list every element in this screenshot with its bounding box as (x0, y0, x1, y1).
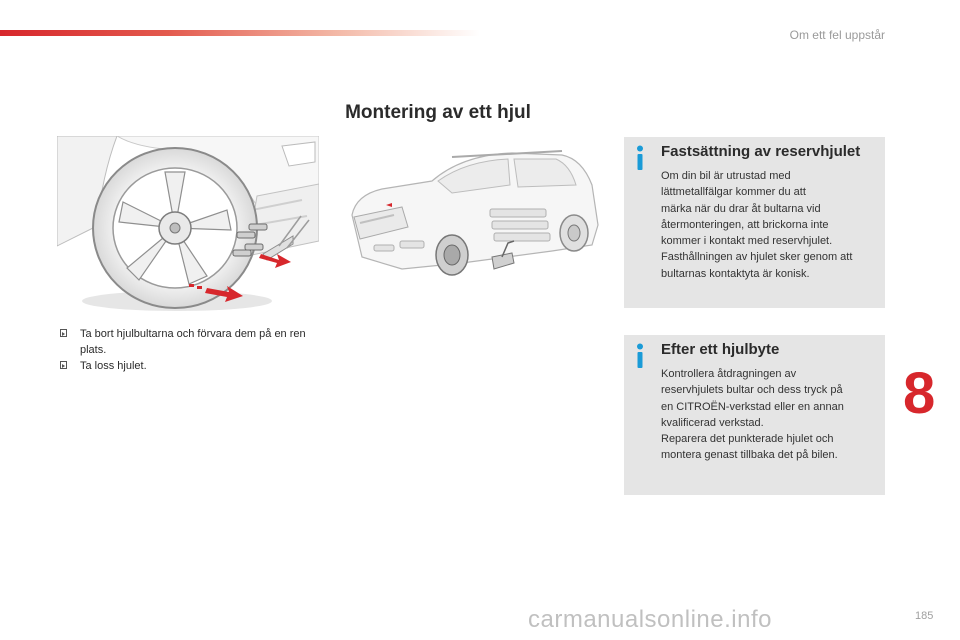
info-line: kvalificerad verkstad. (661, 416, 764, 429)
info-i-icon (634, 145, 646, 171)
header-accent-bar (0, 30, 480, 36)
info-body (661, 366, 881, 464)
watermark-text: carmanualsonline.info (528, 606, 772, 633)
car-on-jack-illustration (342, 145, 604, 295)
info-line: återmonteringen, att brickorna inte (661, 218, 829, 231)
info-body (661, 168, 881, 282)
page-title: Montering av ett hjul (345, 102, 531, 123)
info-line: Om din bil är utrustad med (661, 170, 791, 182)
info-line: montera genast tillbaka det på bilen. (661, 449, 838, 462)
wheel-removal-illustration (57, 136, 319, 311)
info-line: kommer i kontakt med reservhjulet. (661, 235, 833, 248)
info-line: Kontrollera åtdragningen av (661, 368, 797, 380)
info-line: reservhjulets bultar och dess tryck på (661, 384, 843, 397)
info-line: en CITROËN-verkstad eller en annan (661, 400, 844, 413)
info-line: bultarnas kontaktyta är konisk. (661, 267, 810, 280)
info-title: Efter ett hjulbyte (661, 341, 780, 358)
step-item (60, 358, 330, 374)
instruction-steps (60, 326, 330, 374)
step-text: Ta loss hjulet. (80, 360, 147, 372)
info-line: lättmetallfälgar kommer du att (661, 186, 806, 199)
section-header: Om ett fel uppstår (789, 28, 885, 42)
checkbox-bullet-icon (60, 329, 67, 337)
info-title: Fastsättning av reservhjulet (661, 143, 861, 160)
step-text: Ta bort hjulbultarna och förvara dem på en ren plats. (80, 328, 306, 356)
info-line: Fasthållningen av hjulet sker genom att (661, 251, 853, 264)
chapter-number: 8 (903, 361, 936, 426)
info-line: Reparera det punkterade hjulet och (661, 433, 834, 446)
info-i-icon (634, 343, 646, 369)
info-line: märka när du drar åt bultarna vid (661, 202, 821, 215)
checkbox-bullet-icon (60, 361, 67, 369)
step-item (60, 326, 330, 358)
page-number: 185 (915, 610, 934, 622)
info-box-spare-wheel (624, 137, 885, 308)
info-box-after-wheel-change (624, 335, 885, 495)
